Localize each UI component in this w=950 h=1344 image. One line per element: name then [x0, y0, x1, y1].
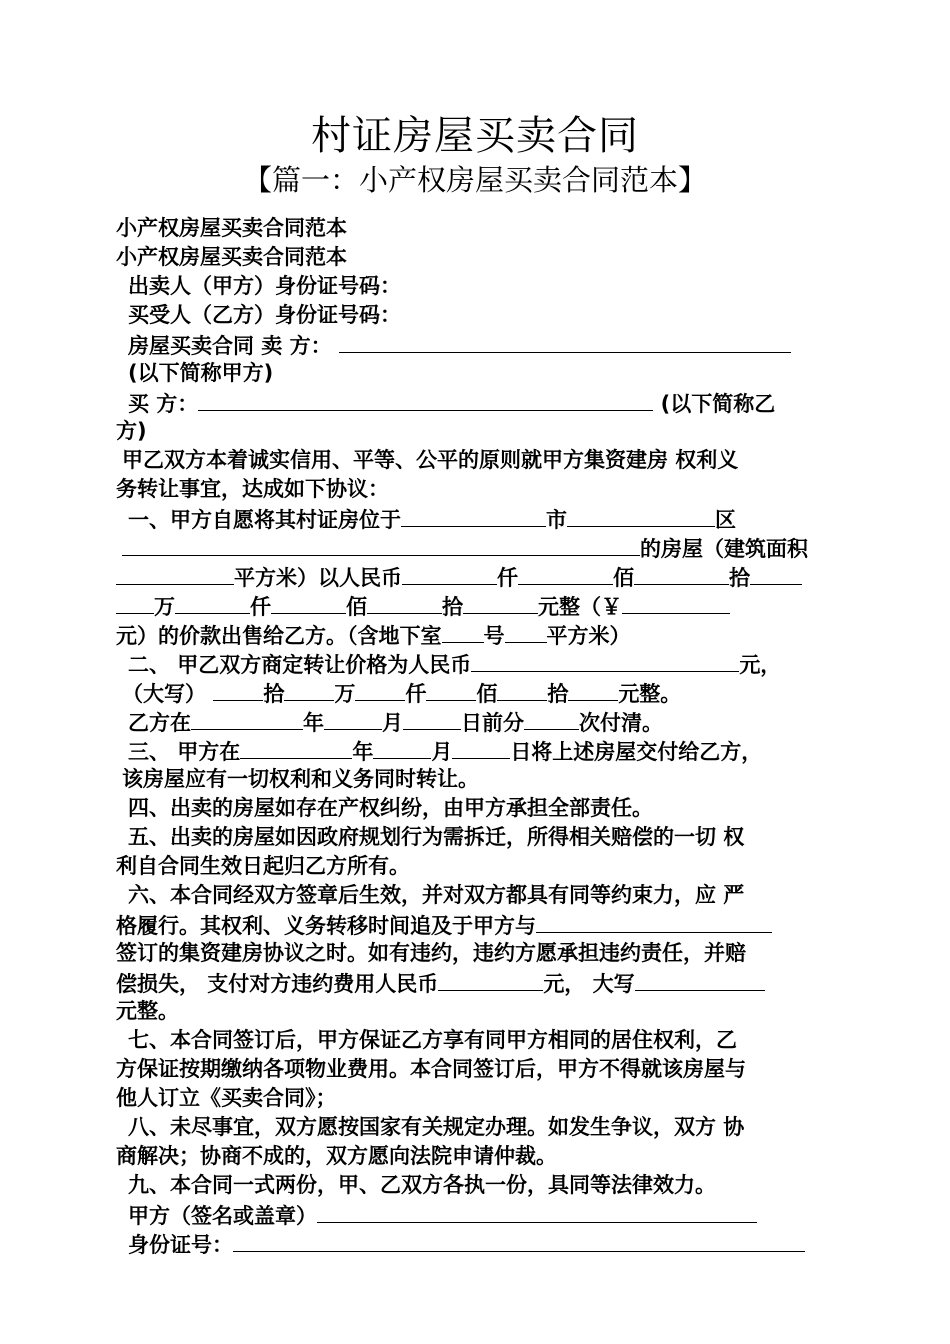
clause-3-line: 该房屋应有一切权利和义务同时转让。 — [122, 767, 479, 791]
clause-1-line: 万 仟 佰 拾 元整（￥ — [116, 591, 836, 620]
buyer-line: 买 方： (以下简称乙 — [116, 388, 836, 417]
price-blank[interactable] — [367, 591, 442, 614]
basement-no-blank[interactable] — [442, 620, 484, 643]
document-title: 村证房屋买卖合同 — [311, 113, 639, 159]
clause-5-line: 利自合同生效日起归乙方所有。 — [116, 854, 410, 878]
document-subtitle: 【篇一：小产权房屋买卖合同范本】 — [242, 163, 707, 197]
clause-2-line: 乙方在 年 月 日前分 次付清。 — [116, 707, 836, 736]
clause-7-line: 七、本合同签订后，甲方保证乙方享有同甲方相同的居住权利，乙 — [128, 1028, 737, 1052]
buyer-abbr-line: 方) — [116, 419, 147, 443]
clause-6-line: 签订的集资建房协议之时。如有违约，违约方愿承担违约责任，并赔 — [116, 941, 746, 965]
seller-abbr-line: (以下简称甲方) — [128, 361, 274, 385]
month-blank[interactable] — [324, 707, 382, 730]
penalty-blank[interactable] — [438, 968, 543, 991]
area-blank[interactable] — [116, 562, 234, 585]
daxie-blank[interactable] — [284, 678, 334, 701]
clause-8-line: 八、未尽事宜，双方愿按国家有关规定办理。如发生争议，双方 协 — [128, 1115, 745, 1139]
id-number-blank[interactable] — [233, 1229, 805, 1252]
clause-2-line: 二、 甲乙双方商定转让价格为人民币 元， — [116, 649, 836, 678]
clause-2-line: （大写） 拾 万 仟 佰 拾 元整。 — [116, 678, 836, 707]
year-blank[interactable] — [191, 707, 303, 730]
clause-5-line: 五、出卖的房屋如因政府规划行为需拆迁，所得相关赔偿的一切 权 — [128, 825, 745, 849]
clause-6-line: 偿损失， 支付对方违约费用人民币 元， 大写 — [116, 968, 836, 997]
price-blank[interactable] — [271, 591, 346, 614]
installments-blank[interactable] — [524, 707, 579, 730]
city-blank[interactable] — [401, 504, 546, 527]
month-blank[interactable] — [373, 736, 431, 759]
clause-6-line: 元整。 — [116, 999, 179, 1023]
clause-7-line: 他人订立《买卖合同》； — [116, 1086, 337, 1110]
daxie-blank[interactable] — [568, 678, 618, 701]
penalty-daxie-blank[interactable] — [635, 968, 765, 991]
daxie-blank[interactable] — [497, 678, 547, 701]
clause-1-line: 平方米）以人民币 仟 佰 拾 — [116, 562, 836, 591]
buyer-id-line: 买受人（乙方）身份证号码： — [128, 303, 401, 327]
basement-area-blank[interactable] — [505, 620, 547, 643]
price-blank[interactable] — [175, 591, 250, 614]
price-blank[interactable] — [518, 562, 613, 585]
clause-8-line: 商解决；协商不成的，双方愿向法院申请仲裁。 — [116, 1144, 557, 1168]
price-blank[interactable] — [116, 591, 154, 614]
seller-line: 房屋买卖合同 卖 方： — [116, 330, 836, 359]
daxie-blank[interactable] — [213, 678, 263, 701]
district-blank[interactable] — [567, 504, 715, 527]
address-blank[interactable] — [122, 533, 640, 556]
clause-1-line: 的房屋（建筑面积 — [116, 533, 836, 562]
id-number-line: 身份证号： — [116, 1229, 836, 1258]
signature-line: 甲方（签名或盖章） — [116, 1200, 836, 1229]
price-blank[interactable] — [750, 562, 802, 585]
day-blank[interactable] — [452, 736, 510, 759]
clause-4-line: 四、出卖的房屋如存在产权纠纷，由甲方承担全部责任。 — [128, 796, 653, 820]
heading-line: 小产权房屋买卖合同范本 — [116, 245, 347, 269]
buyer-name-blank[interactable] — [198, 388, 653, 411]
price-blank[interactable] — [463, 591, 538, 614]
seller-name-blank[interactable] — [339, 330, 791, 353]
clause-6-line: 格履行。其权利、义务转移时间追及于甲方与 — [116, 910, 836, 939]
price-blank[interactable] — [402, 562, 497, 585]
signature-blank[interactable] — [317, 1200, 757, 1223]
price-blank[interactable] — [634, 562, 729, 585]
contract-body — [116, 214, 836, 1258]
clause-3-line: 三、 甲方在 年 月 日将上述房屋交付给乙方， — [116, 736, 836, 765]
day-blank[interactable] — [403, 707, 461, 730]
price-figure-blank[interactable] — [622, 591, 730, 614]
intro-line: 甲乙双方本着诚实信用、平等、公平的原则就甲方集资建房 权利义 — [122, 448, 739, 472]
transfer-price-blank[interactable] — [471, 649, 739, 672]
intro-line: 务转让事宜，达成如下协议： — [116, 477, 389, 501]
clause-1-line: 元）的价款出售给乙方。（含地下室 号 平方米） — [116, 620, 836, 649]
heading-line: 小产权房屋买卖合同范本 — [116, 216, 347, 240]
daxie-blank[interactable] — [426, 678, 476, 701]
clause-9-line: 九、本合同一式两份，甲、乙双方各执一份，具同等法律效力。 — [128, 1173, 716, 1197]
clause-7-line: 方保证按期缴纳各项物业费用。本合同签订后，甲方不得就该房屋与 — [116, 1057, 746, 1081]
daxie-blank[interactable] — [355, 678, 405, 701]
party-blank[interactable] — [536, 910, 772, 933]
seller-id-line: 出卖人（甲方）身份证号码： — [128, 274, 401, 298]
clause-1-line: 一、甲方自愿将其村证房位于 市 区 — [116, 504, 836, 533]
clause-6-line: 六、本合同经双方签章后生效，并对双方都具有同等约束力，应 严 — [128, 883, 745, 907]
year-blank[interactable] — [240, 736, 352, 759]
